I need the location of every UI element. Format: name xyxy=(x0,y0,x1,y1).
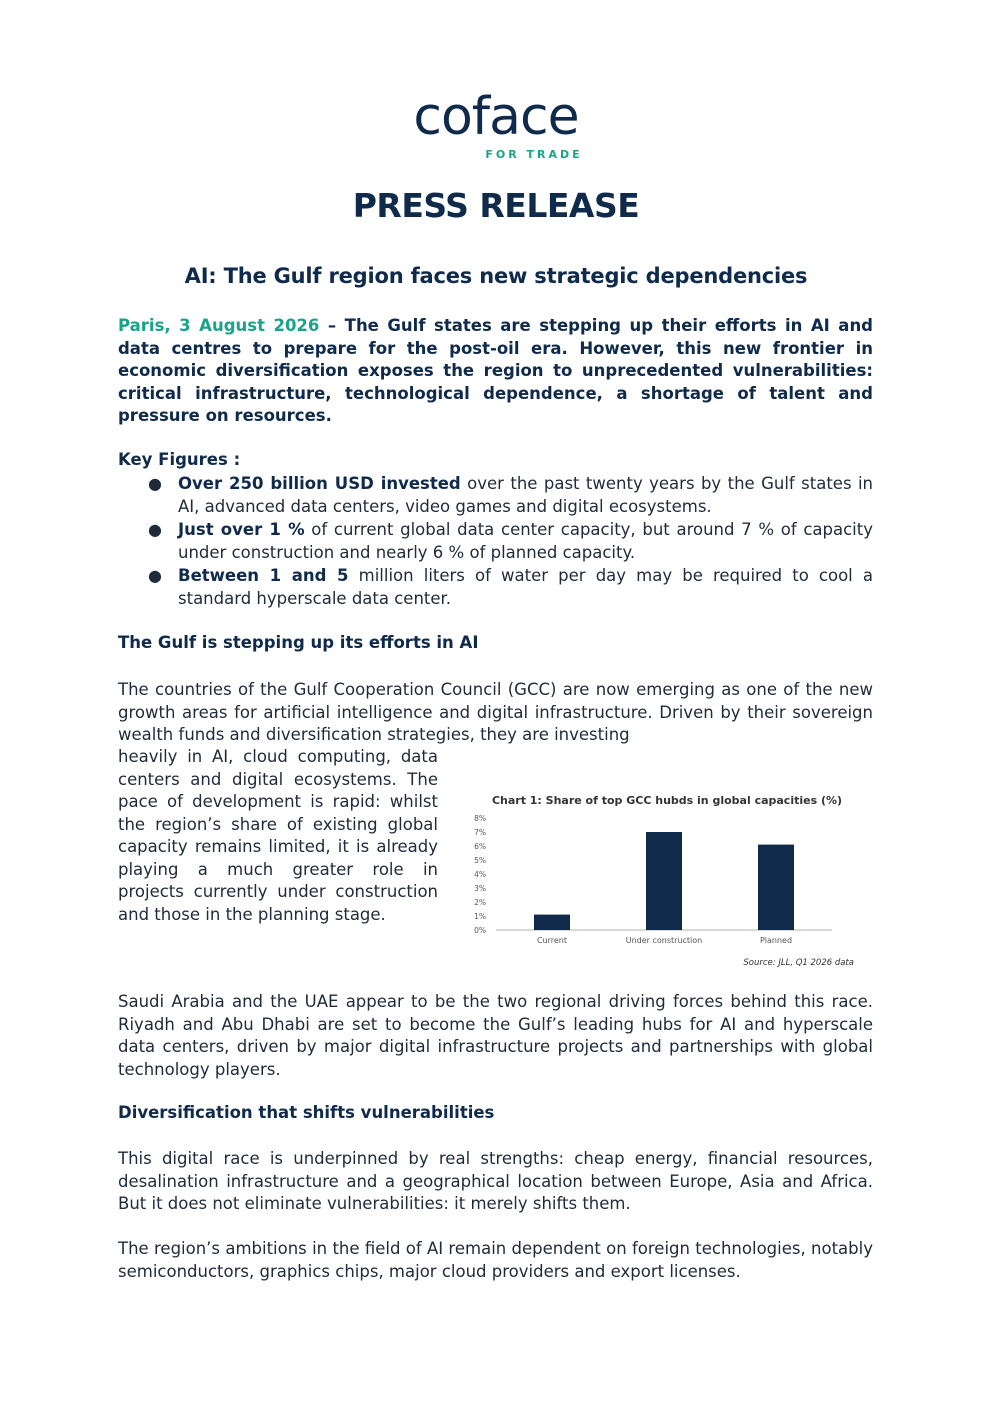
y-tick-label: 1% xyxy=(474,912,486,921)
key-figure-text: million liters of water per day may be required to cool a standard hyperscale data center. xyxy=(178,566,873,608)
key-figure-text: over the past twenty years by the Gulf states in AI, advanced data centers, video games and digital ecosystems. xyxy=(178,474,873,516)
chart-canvas xyxy=(462,794,872,974)
x-tick-label: Under construction xyxy=(625,936,703,945)
section1-paragraph2: Saudi Arabia and the UAE appear to be the two regional driving forces behind this race. Riyadh and Abu Dhabi are set to become the Gulf’s leading hubs for AI and hyperscale data centers, driven by major digital infrastructure projects and partnerships with global technology players. xyxy=(118,992,873,1079)
x-tick-label: Current xyxy=(536,936,568,945)
page-subtitle: AI: The Gulf region faces new strategic dependencies xyxy=(184,264,808,288)
logo-tagline: FOR TRADE xyxy=(485,148,583,161)
y-tick-label: 3% xyxy=(474,884,486,893)
section2-paragraph2: The region’s ambitions in the field of AI remain dependent on foreign technologies, notably semiconductors, graphics chips, major cloud providers and export licenses. xyxy=(118,1239,873,1281)
y-tick-label: 0% xyxy=(474,926,486,935)
list-item xyxy=(118,473,873,518)
page-title: PRESS RELEASE xyxy=(352,186,640,225)
section-heading: The Gulf is stepping up its efforts in AI xyxy=(118,633,479,652)
bullet-icon: ● xyxy=(148,566,162,585)
key-figure-text: of current global data center capacity, but around 7 % of capacity under construction and nearly 6 % of planned capacity. xyxy=(178,520,873,562)
release-date: Paris, 3 August 2026 xyxy=(118,316,320,335)
section-heading: Diversification that shifts vulnerabilities xyxy=(118,1103,495,1122)
y-tick-label: 5% xyxy=(474,856,486,865)
y-tick-label: 2% xyxy=(474,898,486,907)
chart-source: Source: JLL, Q1 2026 data xyxy=(743,958,854,968)
key-figures-label: Key Figures : xyxy=(118,450,241,469)
coface-logo-mark xyxy=(384,92,608,162)
bullet-icon: ● xyxy=(148,474,162,493)
y-tick-label: 7% xyxy=(474,828,486,837)
chart-title: Chart 1: Share of top GCC hubds in global capacities (%) xyxy=(491,794,843,807)
key-figure-bold: Between 1 and 5 xyxy=(178,566,349,585)
section1-paragraph1-wrap: heavily in AI, cloud computing, data centers and digital ecosystems. The pace of development is rapid: whilst the region’s share of existing global capacity remains limited, it is already playing a much greater role in projects currently under construction and those in the planning stage. xyxy=(118,747,438,924)
list-item xyxy=(118,519,873,564)
key-figure-bold: Over 250 billion USD invested xyxy=(178,474,461,493)
bullet-icon: ● xyxy=(148,520,162,539)
lead-paragraph xyxy=(118,315,873,428)
section1-paragraph1: The countries of the Gulf Cooperation Council (GCC) are now emerging as one of the new growth areas for artificial intelligence and digital infrastructure. Driven by their sovereign wealth funds and diversification strategies, they are investing xyxy=(118,680,873,744)
coface-logo xyxy=(384,92,608,162)
list-item xyxy=(118,565,873,610)
logo-wordmark: coface xyxy=(413,92,579,147)
section2-paragraph1: This digital race is underpinned by real strengths: cheap energy, financial resources, desalination infrastructure and a geographical location between Europe, Asia and Africa. But it does not eliminate vulnerabilities: it merely shifts them. xyxy=(118,1149,873,1213)
x-tick-label: Planned xyxy=(759,936,793,945)
chart-bar xyxy=(534,915,570,930)
chart-bar xyxy=(646,832,682,930)
key-figures-list xyxy=(118,473,873,611)
chart-bar xyxy=(758,845,794,930)
y-tick-label: 4% xyxy=(474,870,486,879)
key-figure-bold: Just over 1 % xyxy=(178,520,305,539)
lead-text: – The Gulf states are stepping up their efforts in AI and data centres to prepare for the post-oil era. However, this new frontier in economic diversification exposes the region to unprecedented vulnerabilities: critical infrastructure, technological dependence, a shortage of talent and pressure on resources. xyxy=(118,316,873,425)
y-tick-label: 8% xyxy=(474,814,486,823)
chart-gcc-capacities xyxy=(462,794,872,974)
y-tick-label: 6% xyxy=(474,842,486,851)
